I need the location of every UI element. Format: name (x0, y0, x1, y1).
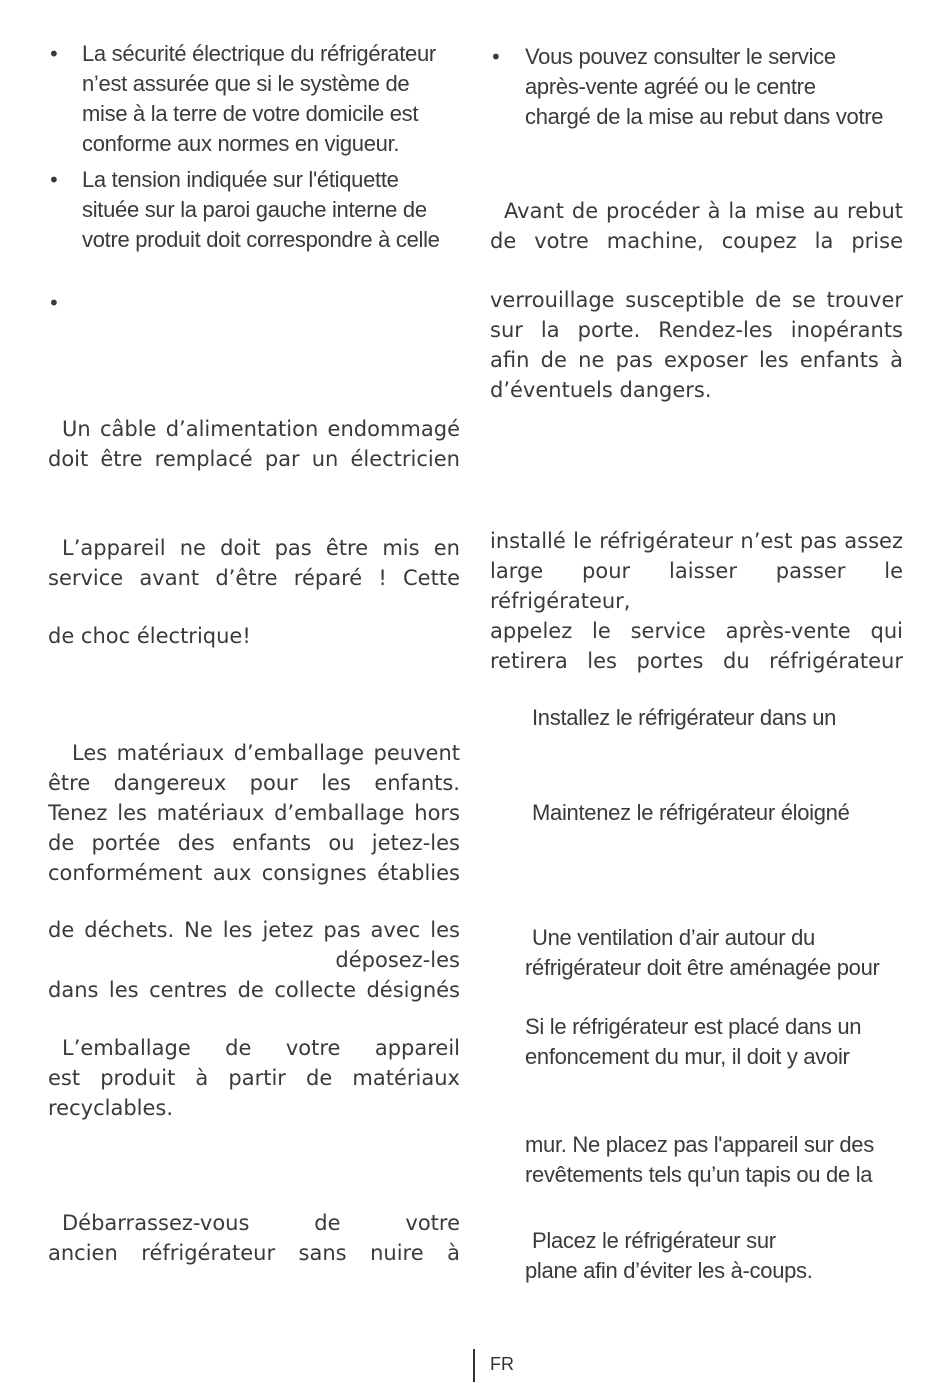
bullet-marker: • (48, 168, 60, 192)
paragraph-packaging-danger: Les matériaux d’emballage peuvent être dangereux pour les enfants. Tenez les matériaux d’emballage hors de portée des enfants ou jetez-les conformément aux consignes établies (48, 741, 460, 885)
paragraph-recyclable-packaging: L’emballage de votre appareil est produit à partir de matériaux recyclables. (48, 1036, 460, 1120)
paragraph-damaged-cable: Un câble d’alimentation endommagé doit être remplacé par un électricien (48, 417, 460, 471)
bullet-marker: • (48, 291, 60, 315)
bullet-marker: • (490, 45, 502, 69)
bullet-electrical-safety: La sécurité électrique du réfrigérateur n’est assurée que si le système de mise à la terre de votre domicile est conforme aux normes en vigueur. (82, 41, 436, 156)
text-air-ventilation: Une ventilation d’air autour du réfrigérateur doit être aménagée pour (525, 925, 880, 980)
bullet-after-sales-service: Vous pouvez consulter le service après-vente agréé ou le centre chargé de la mise au rebut dans votre (525, 44, 884, 129)
text-level-surface: Placez le réfrigérateur sur plane afin d’éviter les à-coups. (525, 1228, 813, 1283)
paragraph-waste-disposal: de déchets. Ne les jetez pas avec les déposez-les dans les centres de collecte désignés (48, 918, 460, 1002)
text-install-location: Installez le réfrigérateur dans un (532, 705, 837, 730)
paragraph-door-lock: verrouillage susceptible de se trouver sur la porte. Rendez-les inopérants afin de ne pas exposer les enfants à d’éventuels dangers. (490, 288, 903, 402)
paragraph-before-disposal: Avant de procéder à la mise au rebut de votre machine, coupez la prise (490, 199, 903, 253)
footer-divider (473, 1349, 475, 1382)
bullet-voltage: La tension indiquée sur l'étiquette située sur la paroi gauche interne de votre produit doit correspondre à celle (82, 167, 440, 252)
page-language-label: FR (490, 1354, 514, 1374)
bullet-marker: • (48, 42, 60, 66)
paragraph-repair-required: L’appareil ne doit pas être mis en service avant d’être réparé ! Cette (48, 536, 460, 590)
text-electric-shock: de choc électrique! (48, 624, 251, 648)
paragraph-door-removal: installé le réfrigérateur n’est pas assez large pour laisser passer le réfrigérateur, appelez le service après-vente qui retirera les portes du réfrigérateur (490, 529, 903, 673)
text-wall-recess: Si le réfrigérateur est placé dans un enfoncement du mur, il doit y avoir (525, 1014, 862, 1069)
text-keep-away: Maintenez le réfrigérateur éloigné (532, 800, 850, 825)
text-floor-covering: mur. Ne placez pas l'appareil sur des revêtements tels qu’un tapis ou de la (525, 1132, 874, 1187)
paragraph-dispose-old-fridge: Débarrassez-vous de votre ancien réfrigérateur sans nuire à (48, 1211, 460, 1265)
